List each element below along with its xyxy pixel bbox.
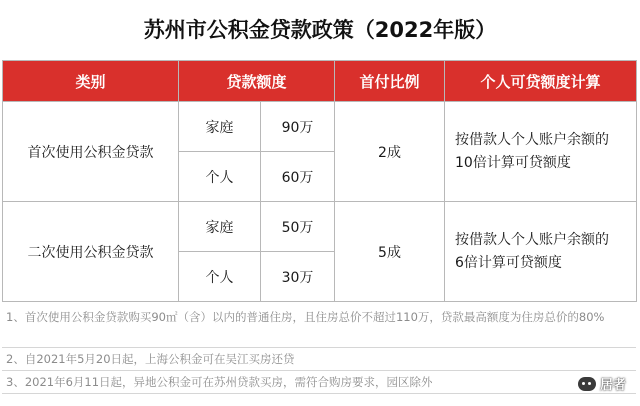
loan-amount-cell: 90万 [261, 102, 335, 152]
loan-amount-cell: 30万 [261, 252, 335, 302]
calc-cell [445, 102, 637, 202]
category-cell: 首次使用公积金贷款 [3, 102, 179, 202]
down-payment-cell: 2成 [335, 102, 445, 202]
calc-line: 按借款人个人账户余额的 [455, 231, 610, 248]
loan-amount-cell: 50万 [261, 202, 335, 252]
table-row [3, 202, 637, 252]
category-cell: 二次使用公积金贷款 [3, 202, 179, 302]
calc-cell [445, 202, 637, 302]
page-title: 苏州市公积金贷款政策（2022年版） [143, 18, 497, 42]
notes-section [2, 306, 636, 394]
table-header-row [3, 61, 637, 102]
note-item: 3、2021年6月11日起，异地公积金可在苏州贷款买房，需符合购房要求，园区除外 [2, 371, 636, 394]
wechat-icon [578, 377, 596, 391]
loan-type-cell: 家庭 [179, 102, 261, 152]
header-down-payment: 首付比例 [335, 61, 445, 102]
calc-line: 10倍计算可贷额度 [455, 154, 571, 171]
down-payment-cell: 5成 [335, 202, 445, 302]
note-item: 1、首次使用公积金贷款购买90㎡（含）以内的普通住房，且住房总价不超过110万，贷款最高额度为住房总价的80% [2, 306, 636, 348]
policy-table [2, 60, 637, 302]
loan-type-cell: 个人 [179, 152, 261, 202]
watermark [578, 374, 626, 393]
header-loan-amount: 贷款额度 [179, 61, 335, 102]
loan-type-cell: 个人 [179, 252, 261, 302]
table-row [3, 102, 637, 152]
loan-type-cell: 家庭 [179, 202, 261, 252]
watermark-text: 居者 [599, 378, 626, 393]
loan-amount-cell: 60万 [261, 152, 335, 202]
note-item: 2、自2021年5月20日起，上海公积金可在吴江买房还贷 [2, 348, 636, 371]
header-personal-calc: 个人可贷额度计算 [445, 61, 637, 102]
header-category: 类别 [3, 61, 179, 102]
calc-line: 6倍计算可贷额度 [455, 254, 562, 271]
calc-line: 按借款人个人账户余额的 [455, 131, 610, 148]
